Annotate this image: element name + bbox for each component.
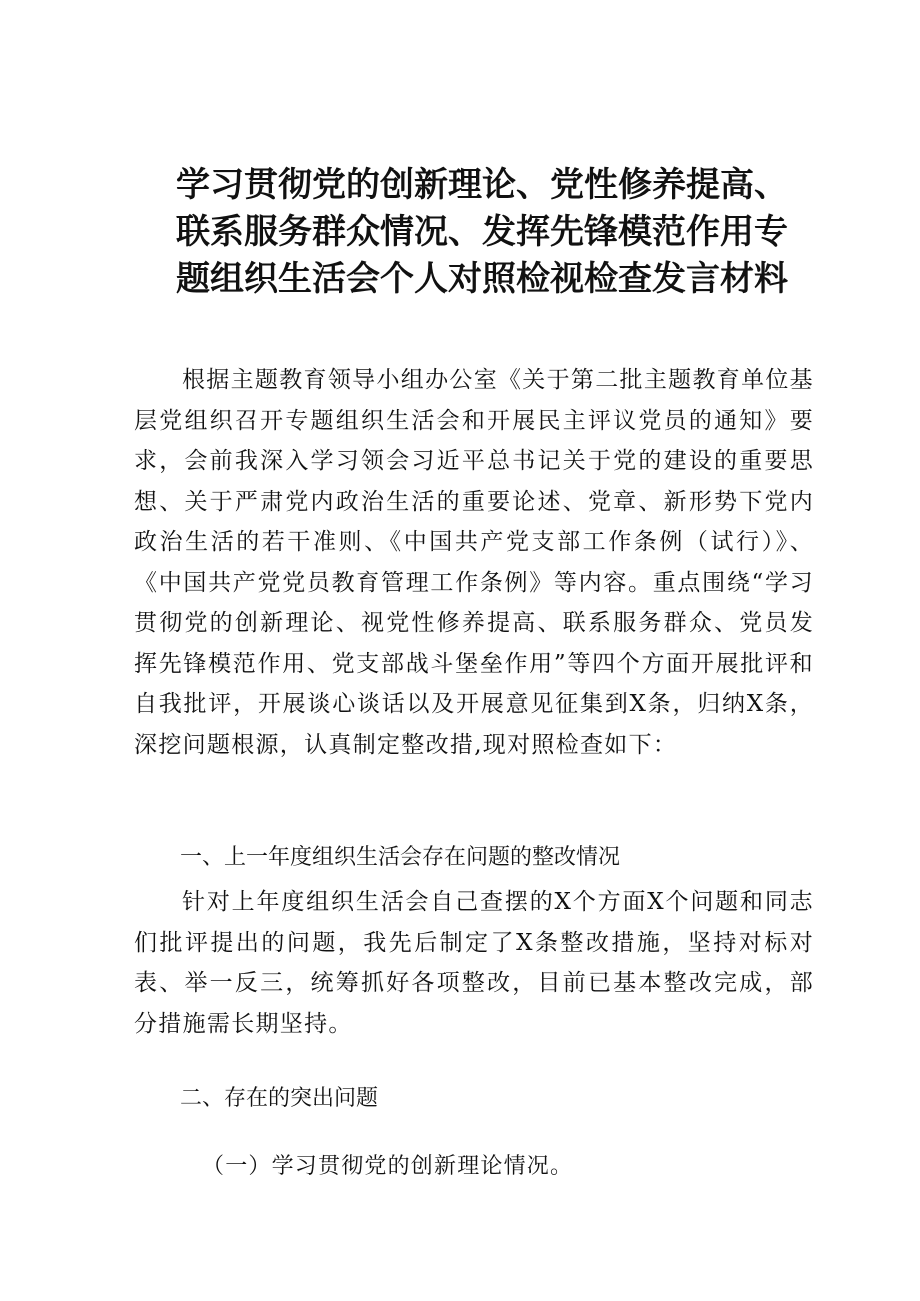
intro-block	[134, 360, 814, 765]
intro-paragraph: 根据主题教育领导小组办公室《关于第二批主题教育单位基层党组织召开专题组织生活会和开展民主评议党员的通知》要求，会前我深入学习领会习近平总书记关于党的建设的重要思想、关于严肃党内政治生活的重要论述、党章、新形势下党内政治生活的若干准则、《中国共产党支部工作条例（试行）》、《中国共产党党员教育管理工作条例》等内容。重点围绕“学习贯彻党的创新理论、视党性修养提高、联系服务群众、党员发挥先锋模范作用、党支部战斗堡垒作用”等四个方面开展批评和自我批评，开展谈心谈话以及开展意见征集到X条，归纳X条，深挖问题根源，认真制定整改措,现对照检查如下：	[134, 367, 814, 758]
document-title: 学习贯彻党的创新理论、党性修养提高、联系服务群众情况、发挥先锋模范作用专题组织生活会个人对照检视检查发言材料	[176, 165, 788, 299]
subsection-1-heading: （一）学习贯彻党的创新理论情况。	[202, 1154, 574, 1179]
section-2-heading: 二、存在的突出问题	[180, 1086, 379, 1111]
section-1-block	[134, 882, 814, 1044]
section-1-heading: 一、上一年度组织生活会存在问题的整改情况	[180, 845, 621, 870]
section-1-paragraph: 针对上年度组织生活会自己查摆的X个方面X个问题和同志们批评提出的问题，我先后制定了X条整改措施，坚持对标对表、举一反三，统筹抓好各项整改，目前已基本整改完成，部分措施需长期坚持。	[134, 889, 814, 1037]
